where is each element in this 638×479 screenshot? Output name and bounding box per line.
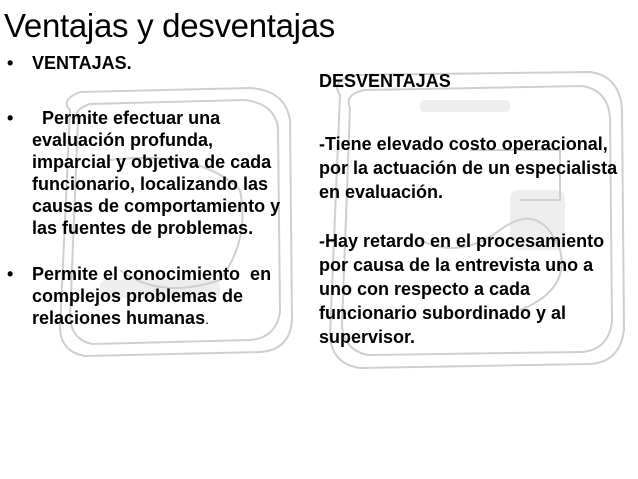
slide-title: Ventajas y desventajas	[4, 7, 335, 44]
disadvantages-heading: DESVENTAJAS	[319, 71, 451, 91]
advantage-item	[4, 107, 294, 239]
disadvantage-paragraph: -Hay retardo en el procesamiento por causa de la entrevista uno a uno con respecto a cada funcionario subordinado y al supervisor.	[319, 231, 605, 347]
bullet-glyph: •	[7, 53, 14, 73]
bullet-glyph: •	[7, 264, 14, 284]
advantages-heading: VENTAJAS.	[32, 53, 132, 73]
advantage-text: Permite efectuar una evaluación profunda, imparcial y objetiva de cada funcionario, localizando las causas de comportamiento y las fuentes de problemas.	[32, 108, 286, 238]
trailing-period: .	[205, 311, 209, 327]
advantage-item	[4, 263, 294, 330]
advantage-text: Permite el conocimiento en complejos problemas de relaciones humanas	[32, 264, 277, 328]
advantages-heading-item	[4, 52, 294, 74]
disadvantages-column	[319, 70, 629, 349]
disadvantage-paragraph: -Tiene elevado costo operacional, por la actuación de un especialista en evaluación.	[319, 134, 618, 202]
bullet-glyph: •	[7, 108, 14, 128]
advantages-column	[4, 52, 294, 330]
